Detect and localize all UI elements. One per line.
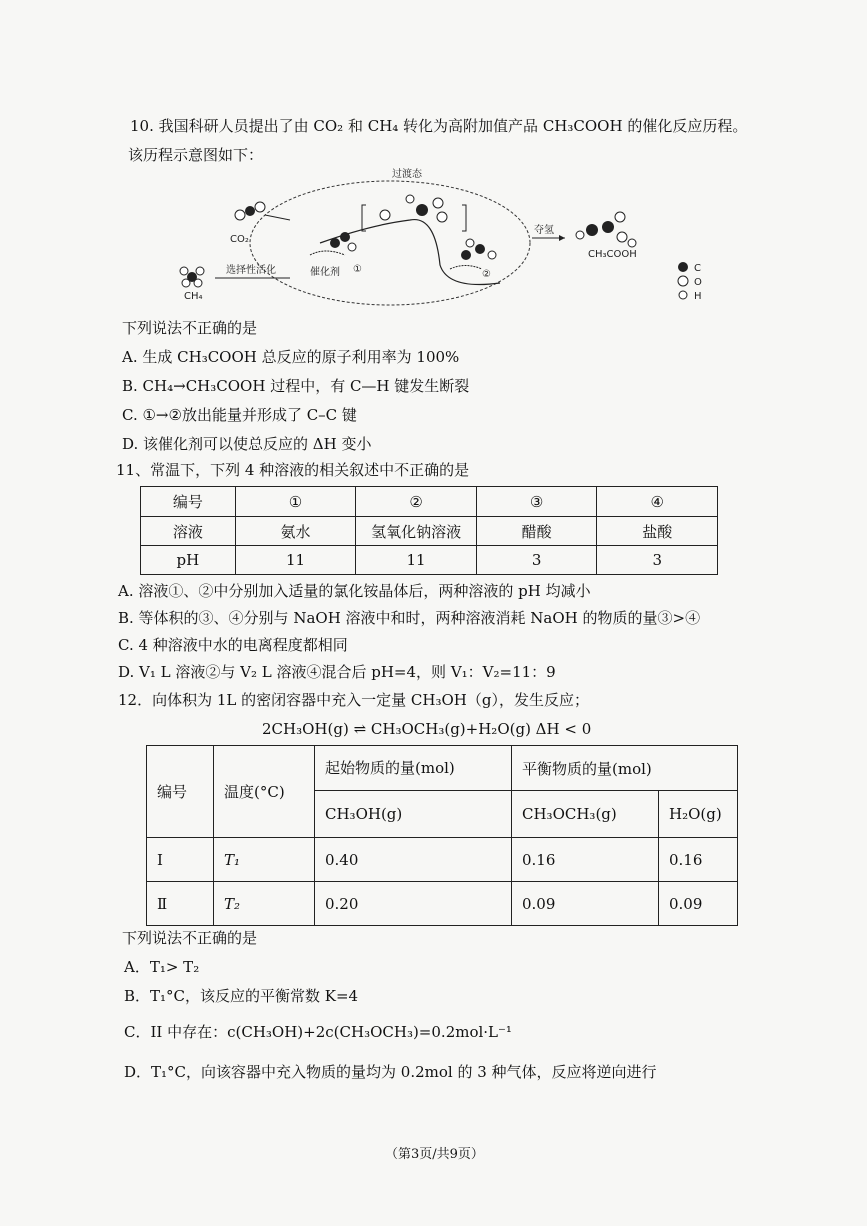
q11-stem: 11、常温下，下列 4 种溶液的相关叙述中不正确的是 [116,461,470,479]
table-cell: ① [235,487,356,517]
adsorbed-intermediate-2 [461,239,496,260]
arrow-label: 夺氢 [534,225,554,236]
header-cell-temperature: 温度(°C) [214,746,315,838]
step2-label: ② [482,269,491,280]
q11-table [140,486,718,575]
q12-prompt: 下列说法不正确的是 [122,929,258,947]
q10-stem-line1: 10. 我国科研人员提出了由 CO₂ 和 CH₄ 转化为高附加值产品 CH₃COOH 的催化反应历程。 [130,117,748,135]
table-cell: 0.16 [512,838,659,882]
table-cell: Ⅰ [147,838,214,882]
table-cell: 0.09 [512,882,659,926]
q10-option-c: C. ①→②放出能量并形成了 C–C 键 [122,406,357,424]
legend-o-swatch [678,276,688,286]
q10-stem-line2: 该历程示意图如下： [128,146,264,164]
table-cell: 0.40 [315,838,512,882]
table-cell: 3 [476,546,597,575]
q10-option-b: B. CH₄→CH₃COOH 过程中，有 C—H 键发生断裂 [122,377,470,395]
table-row [147,882,738,926]
q12-option-d: D．T₁°C，向该容器中充入物质的量均为 0.2mol 的 3 种气体，反应将逆向进行 [124,1063,657,1081]
transition-state-label: 过渡态 [392,169,422,180]
table-cell: 氢氧化钠溶液 [356,517,477,546]
catalyst-surface-2 [450,266,482,270]
header-h2o: H₂O(g) [659,791,738,838]
table-cell: 醋酸 [476,517,597,546]
table-cell: 0.20 [315,882,512,926]
ch3cooh-molecule [576,212,636,247]
header-start-label: 起始物质的量(mol) [315,746,511,791]
reaction-pathway-diagram [170,165,730,310]
transition-state-bracket-right [462,205,466,231]
product-arrowhead [559,235,565,241]
co2-molecule [235,202,265,220]
transition-state-molecule [380,195,447,222]
table-cell: pH [141,546,236,575]
ch4-molecule [180,267,204,287]
table-cell: ② [356,487,477,517]
q12-stem: 12．向体积为 1L 的密闭容器中充入一定量 CH₃OH（g），发生反应； [118,691,589,709]
ch4-label: CH₄ [184,291,203,302]
q10-option-d: D. 该催化剂可以使总反应的 ΔH 变小 [122,435,372,453]
table-cell: T₁ [214,838,315,882]
table-cell: 11 [235,546,356,575]
table-cell: ④ [597,487,718,517]
table-row [141,546,718,575]
table-cell: 编号 [141,487,236,517]
q12-option-c: C．II 中存在：c(CH₃OH)+2c(CH₃OCH₃)=0.2mol·L⁻¹ [124,1023,512,1041]
adsorbed-intermediate-1 [330,232,356,251]
table-row [141,517,718,546]
header-cell-number: 编号 [147,746,214,838]
legend-c-label: C [694,263,701,274]
transition-state-bracket-left [362,205,366,231]
q10-option-a: A. 生成 CH₃COOH 总反应的原子利用率为 100% [122,348,460,366]
product-label: CH₃COOH [588,249,637,260]
legend-c-swatch [678,262,688,272]
legend-o-label: O [694,277,702,288]
catalyst-label: 催化剂 [310,267,340,278]
legend-h-label: H [694,291,702,302]
page-footer: （第3页/共9页） [385,1147,484,1162]
q12-option-a: A．T₁> T₂ [124,958,200,976]
table-cell: ③ [476,487,597,517]
q12-table [146,745,738,926]
selective-activation-label: 选择性活化 [226,265,276,276]
table-cell: 3 [597,546,718,575]
header-ch3och3: CH₃OCH₃(g) [512,791,659,838]
co2-label: CO₂ [230,234,249,245]
table-cell: 0.16 [659,838,738,882]
header-ch3oh: CH₃OH(g) [325,805,403,823]
table-cell: 氨水 [235,517,356,546]
q10-prompt: 下列说法不正确的是 [122,319,258,337]
table-cell: 溶液 [141,517,236,546]
energy-curve [320,220,500,285]
reaction-region-ellipse [250,181,530,305]
table-row [141,487,718,517]
q11-option-b: B. 等体积的③、④分别与 NaOH 溶液中和时，两种溶液消耗 NaOH 的物质的量③>④ [118,609,701,627]
step1-label: ① [353,264,362,275]
table-cell: 盐酸 [597,517,718,546]
table-row [147,746,738,791]
table-cell: 0.09 [659,882,738,926]
table-row [147,838,738,882]
catalyst-surface [310,251,345,255]
q11-option-d: D. V₁ L 溶液②与 V₂ L 溶液④混合后 pH=4，则 V₁：V₂=11：9 [118,663,556,681]
table-cell: Ⅱ [147,882,214,926]
table-cell: T₂ [214,882,315,926]
q12-equation: 2CH₃OH(g) ⇌ CH₃OCH₃(g)+H₂O(g) ΔH < 0 [262,720,592,738]
table-cell: 11 [356,546,477,575]
co2-arrow [265,215,290,220]
legend-h-swatch [679,291,687,299]
header-cell-start-amount [315,746,512,838]
header-cell-equilibrium-amount: 平衡物质的量(mol) [512,746,738,791]
q12-option-b: B．T₁°C，该反应的平衡常数 K=4 [124,987,359,1005]
q11-option-a: A. 溶液①、②中分别加入适量的氯化铵晶体后，两种溶液的 pH 均减小 [118,582,591,600]
q11-option-c: C. 4 种溶液中水的电离程度都相同 [118,636,348,654]
